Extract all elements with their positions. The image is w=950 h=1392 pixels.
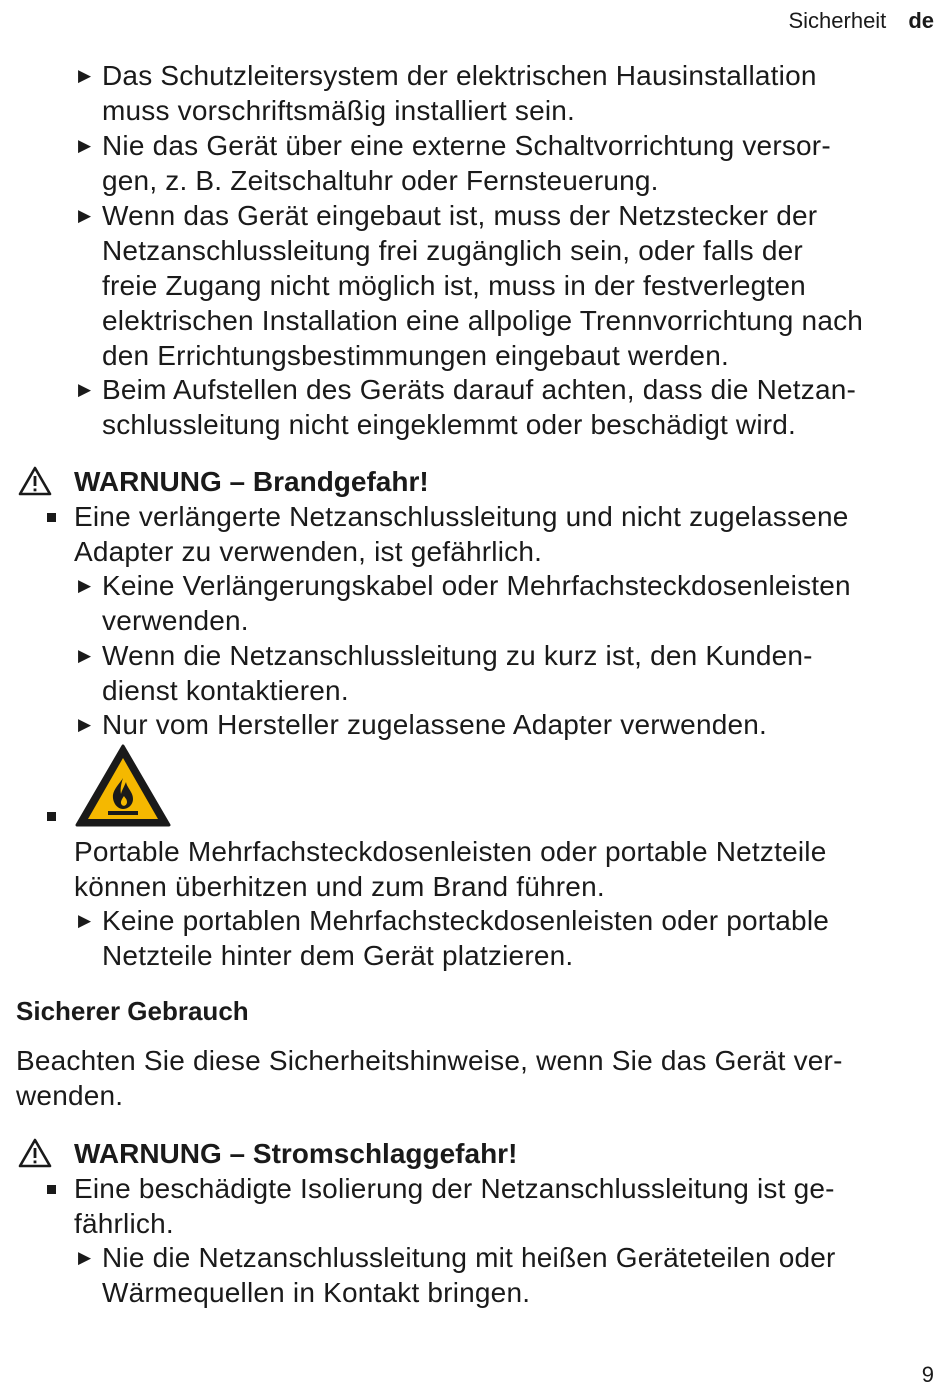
arrow-bullet-icon: ▶ <box>78 911 92 930</box>
instruction-line: Netzanschlussleitung frei zugänglich sein, oder falls der <box>102 235 803 266</box>
instruction-line: Nie das Gerät über eine externe Schaltvorrichtung versor- <box>102 130 831 161</box>
page-number: 9 <box>921 1362 934 1387</box>
warning-triangle-icon <box>18 1138 52 1168</box>
action-line: Netzteile hinter dem Gerät platzieren. <box>102 940 574 971</box>
instruction-line: Das Schutzleitersystem der elektrischen Hausinstallation <box>102 60 817 91</box>
instruction-line: Beim Aufstellen des Geräts darauf achten, dass die Netzan- <box>102 374 857 405</box>
hazard-line: Eine verlängerte Netzanschlussleitung und nicht zugelassene <box>74 501 849 532</box>
hazard-line: Portable Mehrfachsteckdosenleisten oder portable Netzteile <box>74 836 827 867</box>
hazard-line: Adapter zu verwenden, ist gefährlich. <box>74 536 543 567</box>
arrow-bullet-icon: ▶ <box>78 136 92 155</box>
instruction-line: gen, z. B. Zeitschaltuhr oder Fernsteuerung. <box>102 165 659 196</box>
action-line: Nur vom Hersteller zugelassene Adapter verwenden. <box>102 709 768 740</box>
action-line: Nie die Netzanschlussleitung mit heißen Geräteteilen oder <box>102 1242 836 1273</box>
header-language: de <box>908 8 934 33</box>
arrow-bullet-icon: ▶ <box>78 66 92 85</box>
header-section-title: Sicherheit <box>788 8 887 33</box>
hazard-line: fährlich. <box>74 1208 174 1239</box>
section-heading: Sicherer Gebrauch <box>16 996 249 1026</box>
action-line: Wenn die Netzanschlussleitung zu kurz ist, den Kunden- <box>102 640 813 671</box>
intro-line: wenden. <box>16 1080 124 1111</box>
instruction-line: den Errichtungsbestimmungen eingebaut werden. <box>102 340 729 371</box>
action-line: verwenden. <box>102 605 249 636</box>
instruction-line: Wenn das Gerät eingebaut ist, muss der Netzstecker der <box>102 200 818 231</box>
instruction-line: muss vorschriftsmäßig installiert sein. <box>102 95 576 126</box>
arrow-bullet-icon: ▶ <box>78 715 92 734</box>
action-line: Keine portablen Mehrfachsteckdosenleisten oder portable <box>102 905 830 936</box>
square-bullet-icon <box>47 513 56 522</box>
warning-shock-title: WARNUNG – Stromschlaggefahr! <box>74 1138 518 1169</box>
warning-triangle-icon <box>18 466 52 496</box>
hazard-line: Eine beschädigte Isolierung der Netzanschlussleitung ist ge- <box>74 1173 835 1204</box>
running-header <box>788 8 934 34</box>
arrow-bullet-icon: ▶ <box>78 576 92 595</box>
arrow-bullet-icon: ▶ <box>78 206 92 225</box>
square-bullet-icon <box>47 1185 56 1194</box>
instruction-line: schlussleitung nicht eingeklemmt oder beschädigt wird. <box>102 409 797 440</box>
hazard-line: können überhitzen und zum Brand führen. <box>74 871 605 902</box>
instruction-line: elektrischen Installation eine allpolige Trennvorrichtung nach <box>102 305 864 336</box>
flammable-warning-icon <box>74 742 172 828</box>
intro-line: Beachten Sie diese Sicherheitshinweise, wenn Sie das Gerät ver- <box>16 1045 843 1076</box>
action-line: dienst kontaktieren. <box>102 675 349 706</box>
warning-fire-title: WARNUNG – Brandgefahr! <box>74 466 429 497</box>
square-bullet-icon <box>47 812 56 821</box>
action-line: Keine Verlängerungskabel oder Mehrfachsteckdosenleisten <box>102 570 851 601</box>
instruction-line: freie Zugang nicht möglich ist, muss in der festverlegten <box>102 270 806 301</box>
arrow-bullet-icon: ▶ <box>78 1248 92 1267</box>
action-line: Wärmequellen in Kontakt bringen. <box>102 1277 531 1308</box>
arrow-bullet-icon: ▶ <box>78 646 92 665</box>
arrow-bullet-icon: ▶ <box>78 380 92 399</box>
